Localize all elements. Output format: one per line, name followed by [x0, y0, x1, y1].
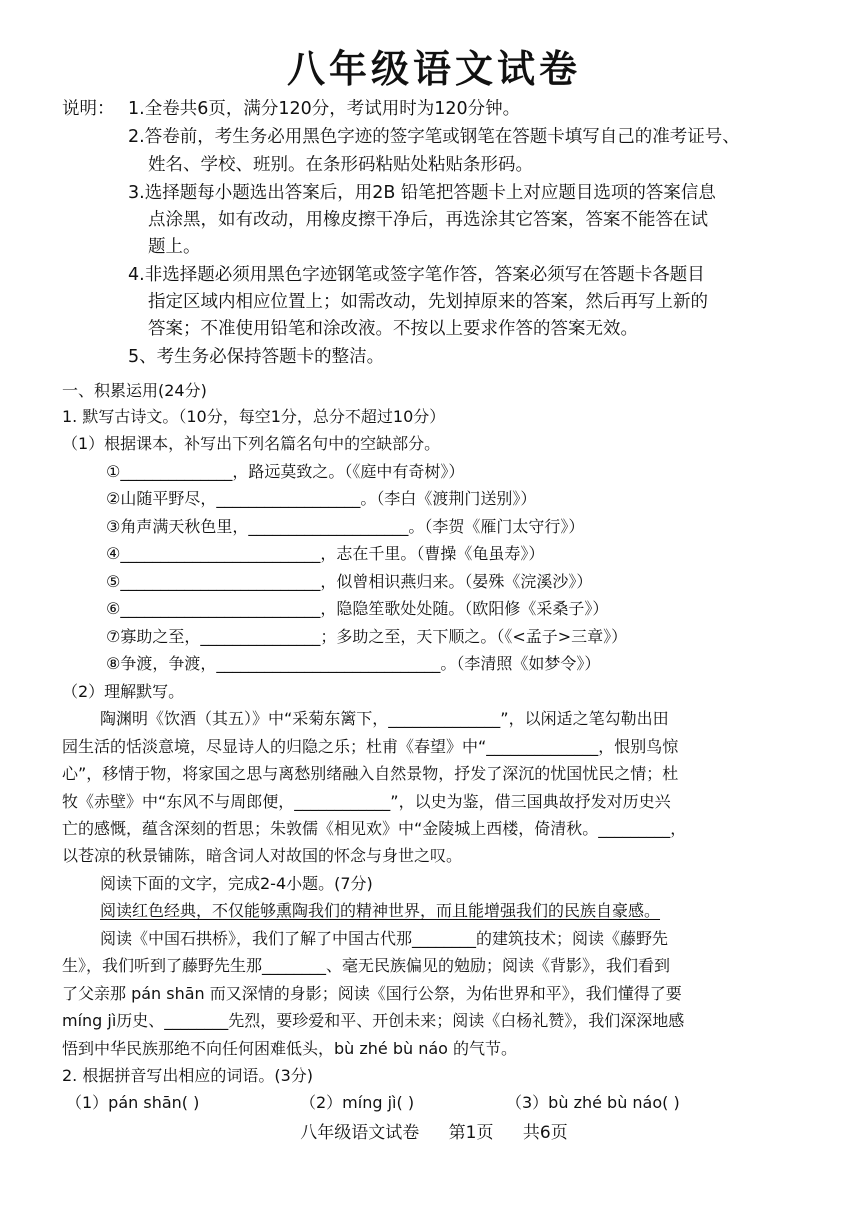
instruction-line: 2.答卷前，考生务必用黑色字迹的签字笔或钢笔在答题卡填写自己的准考证号、 — [128, 127, 740, 147]
poem-fill-line: ②山随平野尽，__________________。（李白《渡荆门送别》） — [106, 489, 537, 508]
reading-text-line: 了父亲那 pán shān 而又深情的身影；阅读《国行公祭，为佑世界和平》，我们懂得了要 — [62, 984, 682, 1003]
instruction-line: 1.全卷共6页，满分120分，考试用时为120分钟。 — [128, 99, 521, 119]
reading-text-line: 生》，我们听到了藤野先生那________、毫无民族偏见的勉励；阅读《背影》，我们看到 — [62, 956, 671, 975]
reading-intro: 阅读下面的文字，完成2-4小题。(7分) — [100, 874, 373, 893]
instruction-line: 4.非选择题必须用黑色字迹钢笔或签字笔作答，答案必须写在答题卡各题目 — [128, 265, 705, 285]
understanding-line: 亡的感慨，蕴含深刻的哲思；朱敦儒《相见欢》中“金陵城上西楼，倚清秋。_________， — [62, 819, 687, 838]
instruction-line: 3.选择题每小题选出答案后，用2B 铅笔把答题卡上对应题目选项的答案信息 — [128, 183, 716, 203]
question-1: 1. 默写古诗文。（10分，每空1分，总分不超过10分） — [62, 407, 446, 426]
instructions-label: 说明： — [62, 99, 115, 119]
instruction-line: 题上。 — [148, 237, 201, 257]
instruction-line: 点涂黑，如有改动，用橡皮擦干净后，再选涂其它答案，答案不能答在试 — [148, 210, 708, 230]
section-heading: 一、积累运用(24分) — [62, 381, 207, 400]
question-2: 2. 根据拼音写出相应的词语。(3分) — [62, 1066, 314, 1085]
understanding-line: 园生活的恬淡意境，尽显诗人的归隐之乐；杜甫《春望》中“______________，恨别鸟惊 — [62, 737, 679, 756]
reading-text-line: 悟到中华民族那绝不向任何困难低头，bù zhé bù náo 的气节。 — [62, 1039, 518, 1058]
question-1-part-1: （1）根据课本，补写出下列名篇名句中的空缺部分。 — [62, 434, 441, 453]
poem-fill-line: ⑧争渡，争渡，____________________________。（李清照《如梦令》） — [106, 654, 601, 673]
poem-fill-line: ⑥_________________________，隐隐笙歌处处随。（欧阳修《采桑子》） — [106, 599, 609, 618]
understanding-line: 牧《赤壁》中“东风不与周郎便，____________”，以史为鉴，借三国典故抒发对历史兴 — [62, 792, 671, 811]
poem-fill-line: ⑤_________________________，似曾相识燕归来。（晏殊《浣溪沙》） — [106, 572, 593, 591]
poem-fill-line: ③角声满天秋色里，____________________。（李贺《雁门太守行》） — [106, 517, 585, 536]
understanding-line: 以苍凉的秋景铺陈，暗含词人对故国的怀念与身世之叹。 — [62, 846, 463, 865]
pinyin-answer-2: （2）míng jì( ) — [300, 1093, 415, 1112]
instruction-line: 姓名、学校、班别。在条形码粘贴处粘贴条形码。 — [148, 155, 533, 175]
poem-fill-line: ⑦寡助之至，_______________；多助之至，天下顺之。（《<孟子>三章》） — [106, 627, 628, 646]
page-title: 八年级语文试卷 — [286, 47, 581, 91]
instruction-line: 5、考生务必保持答题卡的整洁。 — [128, 347, 385, 367]
understanding-line: 心”，移情于物，将家国之思与离愁别绪融入自然景物，抒发了深沉的忧国忧民之情；杜 — [62, 764, 679, 783]
footer-title: 八年级语文试卷 — [300, 1123, 420, 1143]
poem-fill-line: ④_________________________，志在千里。（曹操《龟虽寿》） — [106, 544, 545, 563]
instruction-line: 答案；不准使用铅笔和涂改液。不按以上要求作答的答案无效。 — [148, 319, 638, 339]
pinyin-answer-3: （3）bù zhé bù náo( ) — [506, 1093, 680, 1112]
pinyin-answer-1: （1）pán shān( ) — [66, 1093, 200, 1112]
reading-text-line: 阅读《中国石拱桥》，我们了解了中国古代那________的建筑技术；阅读《藤野先 — [100, 929, 669, 948]
instruction-line: 指定区域内相应位置上；如需改动，先划掉原来的答案，然后再写上新的 — [148, 292, 708, 312]
footer-page-number: 第1页 — [448, 1123, 494, 1143]
poem-fill-line: ①______________，路远莫致之。（《庭中有奇树》） — [106, 462, 465, 481]
understanding-line: 陶渊明《饮酒（其五）》中“采菊东篱下，______________”，以闲适之笔勾勒出田 — [100, 709, 669, 728]
question-1-part-2: （2）理解默写。 — [62, 682, 185, 701]
footer-total-pages: 共6页 — [522, 1123, 568, 1143]
reading-text-line: míng jì历史、________先烈，要珍爱和平、开创未来；阅读《白杨礼赞》，我们深深地感 — [62, 1011, 685, 1030]
reading-text-line: 阅读红色经典，不仅能够熏陶我们的精神世界，而且能增强我们的民族自豪感。 — [100, 901, 661, 920]
page-footer — [0, 1118, 868, 1143]
